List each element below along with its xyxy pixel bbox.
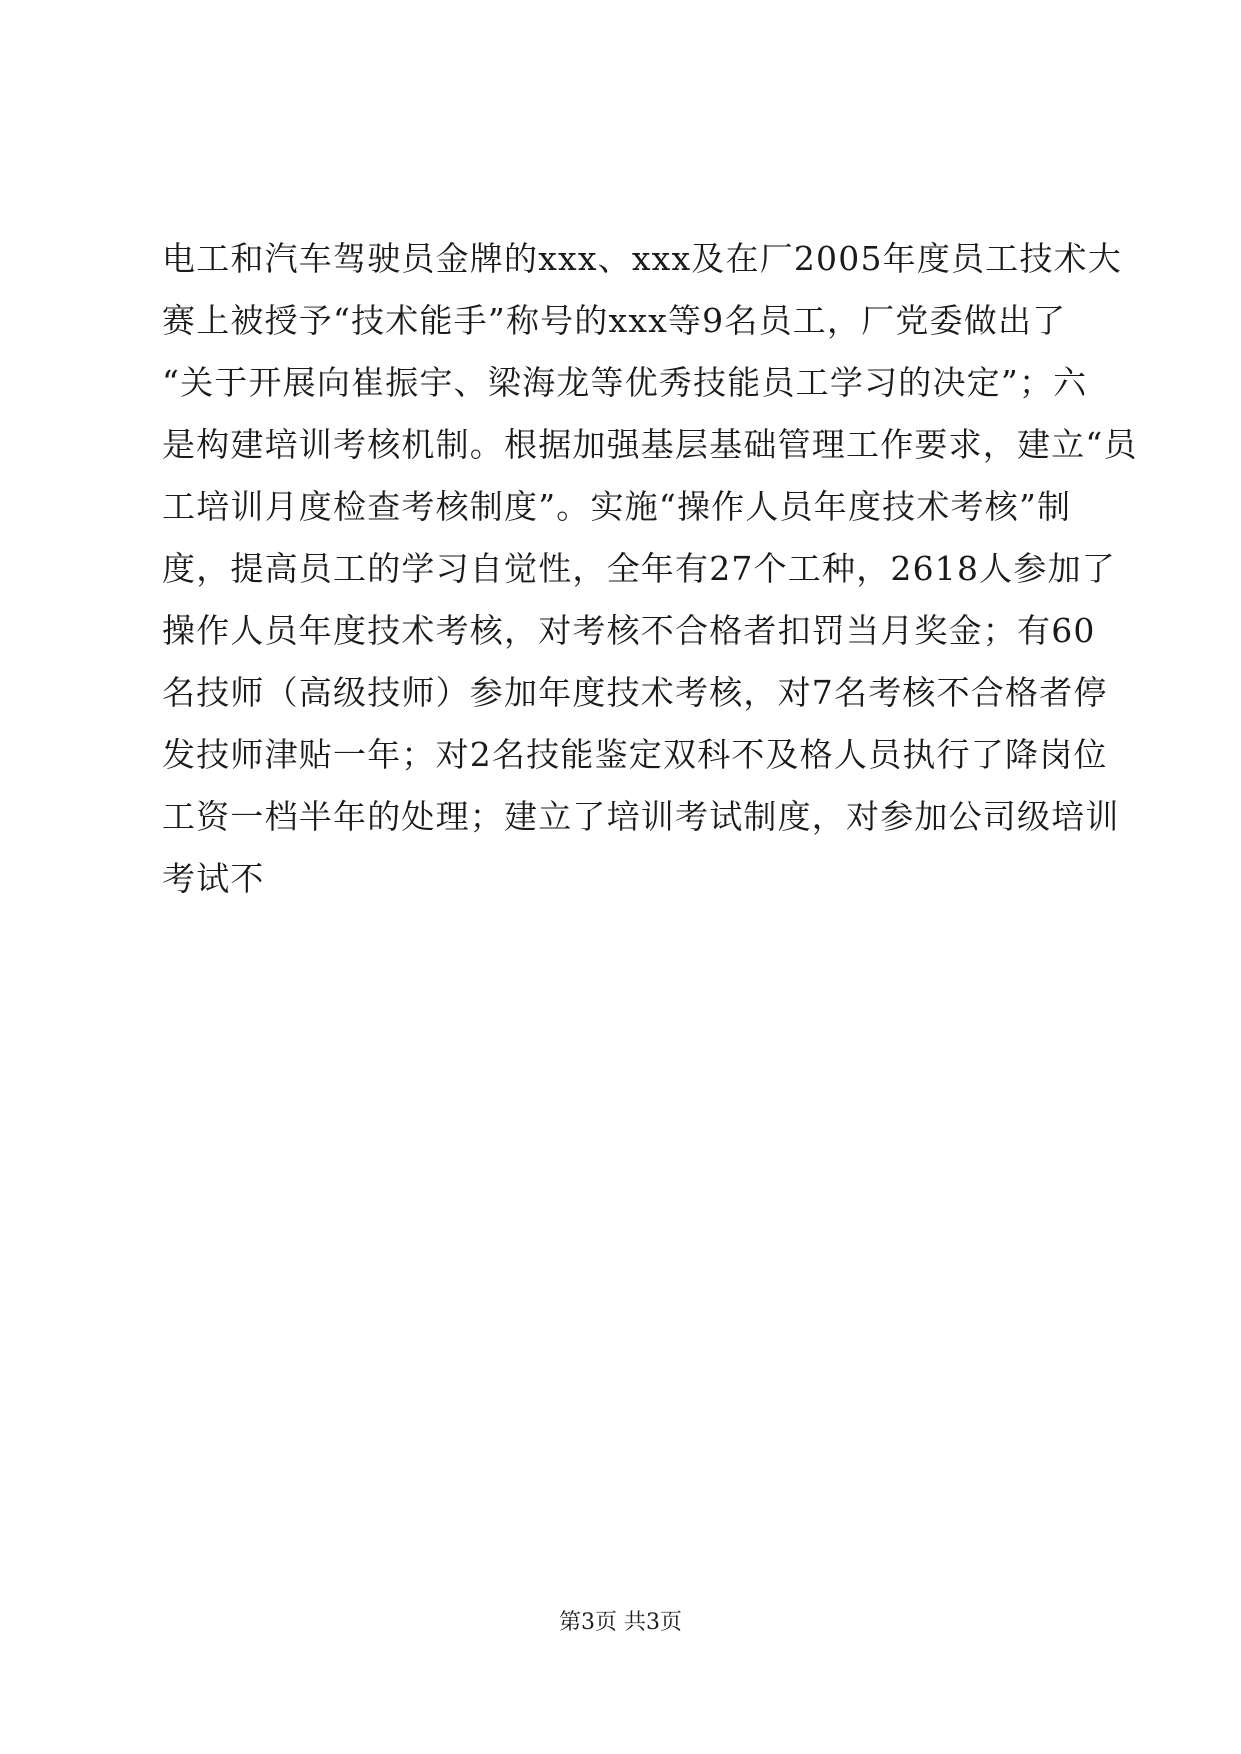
body-paragraph — [162, 228, 1138, 910]
page-number-footer: 第3页 共3页 — [559, 1610, 682, 1635]
paragraph-line-11: 考试不 — [162, 859, 265, 898]
paragraph-line-10: 工资一档半年的处理；建立了培训考试制度，对参加公司级培训 — [162, 797, 1120, 836]
paragraph-line-4: 是构建培训考核机制。根据加强基层基础管理工作要求，建立“员 — [162, 425, 1138, 464]
paragraph-line-3: “关于开展向崔振宇、梁海龙等优秀技能员工学习的决定”；六 — [162, 363, 1088, 402]
paragraph-line-5: 工培训月度检查考核制度”。实施“操作人员年度技术考核”制 — [162, 487, 1072, 526]
paragraph-line-8: 名技师（高级技师）参加年度技术考核，对7名考核不合格者停 — [162, 673, 1108, 712]
paragraph-line-6: 度，提高员工的学习自觉性，全年有27个工种，2618人参加了 — [162, 549, 1116, 588]
paragraph-line-2: 赛上被授予“技术能手”称号的xxx等9名员工，厂党委做出了 — [162, 301, 1067, 340]
paragraph-line-9: 发技师津贴一年；对2名技能鉴定双科不及格人员执行了降岗位 — [162, 735, 1108, 774]
paragraph-line-7: 操作人员年度技术考核，对考核不合格者扣罚当月奖金；有60 — [162, 611, 1096, 650]
paragraph-line-1: 电工和汽车驾驶员金牌的xxx、xxx及在厂2005年度员工技术大 — [162, 239, 1123, 278]
